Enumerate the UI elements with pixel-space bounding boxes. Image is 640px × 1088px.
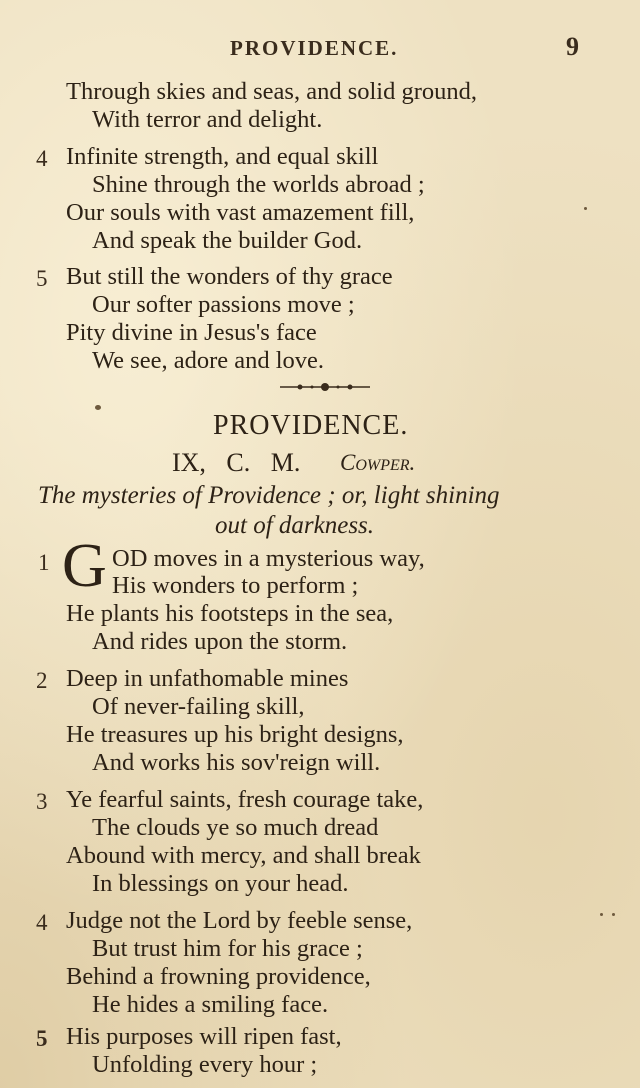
verse-line: But trust him for his grace ; xyxy=(92,935,363,962)
stanza-number: 4 xyxy=(36,910,48,935)
verse-line: We see, adore and love. xyxy=(92,347,325,374)
verse-line: And rides upon the storm. xyxy=(92,628,348,655)
paper-speck xyxy=(612,913,615,916)
paper-speck xyxy=(600,913,603,916)
verse-line: But still the wonders of thy grace xyxy=(66,263,393,290)
verse-line: Our souls with vast amazement fill, xyxy=(66,199,415,226)
verse-line: Shine through the worlds abroad ; xyxy=(92,171,425,198)
verse-line: And works his sov'reign will. xyxy=(92,749,381,776)
verse-line: He plants his footsteps in the sea, xyxy=(66,600,394,627)
stanza-number: 5 xyxy=(36,1026,48,1051)
verse-line: Pity divine in Jesus's face xyxy=(66,319,317,346)
hymn-subtitle: out of darkness. xyxy=(215,512,375,539)
stanza-number: 2 xyxy=(36,668,48,693)
verse-line: His purposes will ripen fast, xyxy=(66,1023,342,1050)
verse-line: He treasures up his bright designs, xyxy=(66,721,404,748)
verse-line: Through skies and seas, and solid ground, xyxy=(66,78,477,105)
ornament-divider-icon xyxy=(280,380,370,394)
running-head: PROVIDENCE. xyxy=(230,36,399,60)
stanza-number: 5 xyxy=(36,266,48,291)
hymn-number-meter: IX, C. M. xyxy=(172,448,301,477)
stanza-number: 1 xyxy=(38,550,50,575)
page-number: 9 xyxy=(566,32,579,61)
verse-line: With terror and delight. xyxy=(92,106,323,133)
hymn-subtitle: The mysteries of Providence ; or, light shining xyxy=(38,482,500,509)
stanza-number: 3 xyxy=(36,789,48,814)
verse-line: Abound with mercy, and shall break xyxy=(66,842,421,869)
paper-speck xyxy=(584,207,587,210)
verse-line: Infinite strength, and equal skill xyxy=(66,143,379,170)
verse-line: His wonders to perform ; xyxy=(112,572,359,599)
hymn-title: PROVIDENCE. xyxy=(213,410,409,441)
verse-line: Ye fearful saints, fresh courage take, xyxy=(66,786,424,813)
verse-line: Behind a frowning providence, xyxy=(66,963,371,990)
verse-line: He hides a smiling face. xyxy=(92,991,329,1018)
verse-line: Unfolding every hour ; xyxy=(92,1051,318,1078)
verse-line: In blessings on your head. xyxy=(92,870,349,897)
verse-line: Our softer passions move ; xyxy=(92,291,355,318)
hymn-author: Cowper. xyxy=(340,450,416,475)
verse-line: The clouds ye so much dread xyxy=(92,814,379,841)
verse-line: Judge not the Lord by feeble sense, xyxy=(66,907,413,934)
verse-line: Of never-failing skill, xyxy=(92,693,305,720)
paper-speck xyxy=(95,405,101,410)
verse-line: Deep in unfathomable mines xyxy=(66,665,349,692)
verse-line: OD moves in a mysterious way, xyxy=(112,545,425,572)
verse-line: And speak the builder God. xyxy=(92,227,363,254)
drop-cap: G xyxy=(62,532,107,600)
stanza-number: 4 xyxy=(36,146,48,171)
